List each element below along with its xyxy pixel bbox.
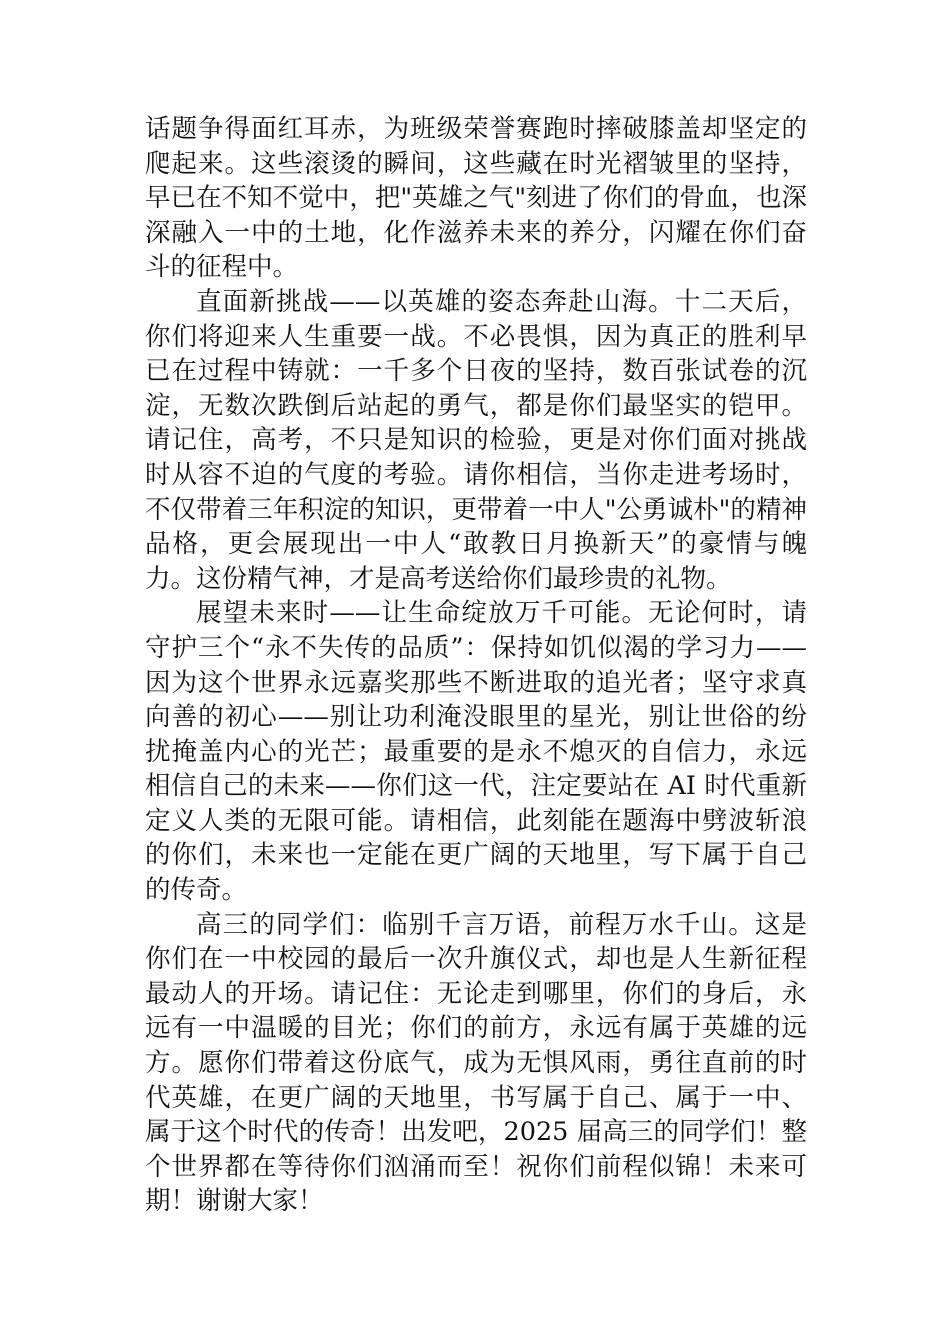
paragraph-3: 展望未来时——让生命绽放万千可能。无论何时，请守护三个“永不失传的品质”：保持如饥似渴的学习力——因为这个世界永远嘉奖那些不断进取的追光者；坚守求真向善的初心——别让功利淹没眼里的星光，别让世俗的纷扰掩盖内心的光芒；最重要的是永不熄灭的自信力，永远相信自己的未来——你们这一代，注定要站在 AI 时代重新定义人类的无限可能。请相信，此刻能在题海中劈波斩浪的你们，未来也一定能在更广阔的天地里，写下属于自己的传奇。	[145, 598, 807, 906]
document-body	[145, 112, 807, 1219]
paragraph-4: 高三的同学们：临别千言万语，前程万水千山。这是你们在一中校园的最后一次升旗仪式，却也是人生新征程最动人的开场。请记住：无论走到哪里，你们的身后，永远有一中温暖的目光；你们的前方，永远有属于英雄的远方。愿你们带着这份底气，成为无惧风雨，勇往直前的时代英雄，在更广阔的天地里，书写属于自己、属于一中、属于这个时代的传奇！出发吧，2025 届高三的同学们！整个世界都在等待你们汹涌而至！祝你们前程似锦！未来可期！谢谢大家！	[145, 909, 807, 1217]
paragraph-1: 话题争得面红耳赤，为班级荣誉赛跑时摔破膝盖却坚定的爬起来。这些滚烫的瞬间，这些藏在时光褶皱里的坚持，早已在不知不觉中，把"英雄之气"刻进了你们的骨血，也深深融入一中的土地，化作滋养未来的养分，闪耀在你们奋斗的征程中。	[145, 114, 807, 283]
paragraph-2: 直面新挑战——以英雄的姿态奔赴山海。十二天后，你们将迎来人生重要一战。不必畏惧，因为真正的胜利早已在过程中铸就：一千多个日夜的坚持，数百张试卷的沉淀，无数次跌倒后站起的勇气，都是你们最坚实的铠甲。请记住，高考，不只是知识的检验，更是对你们面对挑战时从容不迫的气度的考验。请你相信，当你走进考场时，不仅带着三年积淀的知识，更带着一中人"公勇诚朴"的精神品格，更会展现出一中人“敢教日月换新天”的豪情与魄力。这份精气神，才是高考送给你们最珍贵的礼物。	[145, 286, 807, 594]
